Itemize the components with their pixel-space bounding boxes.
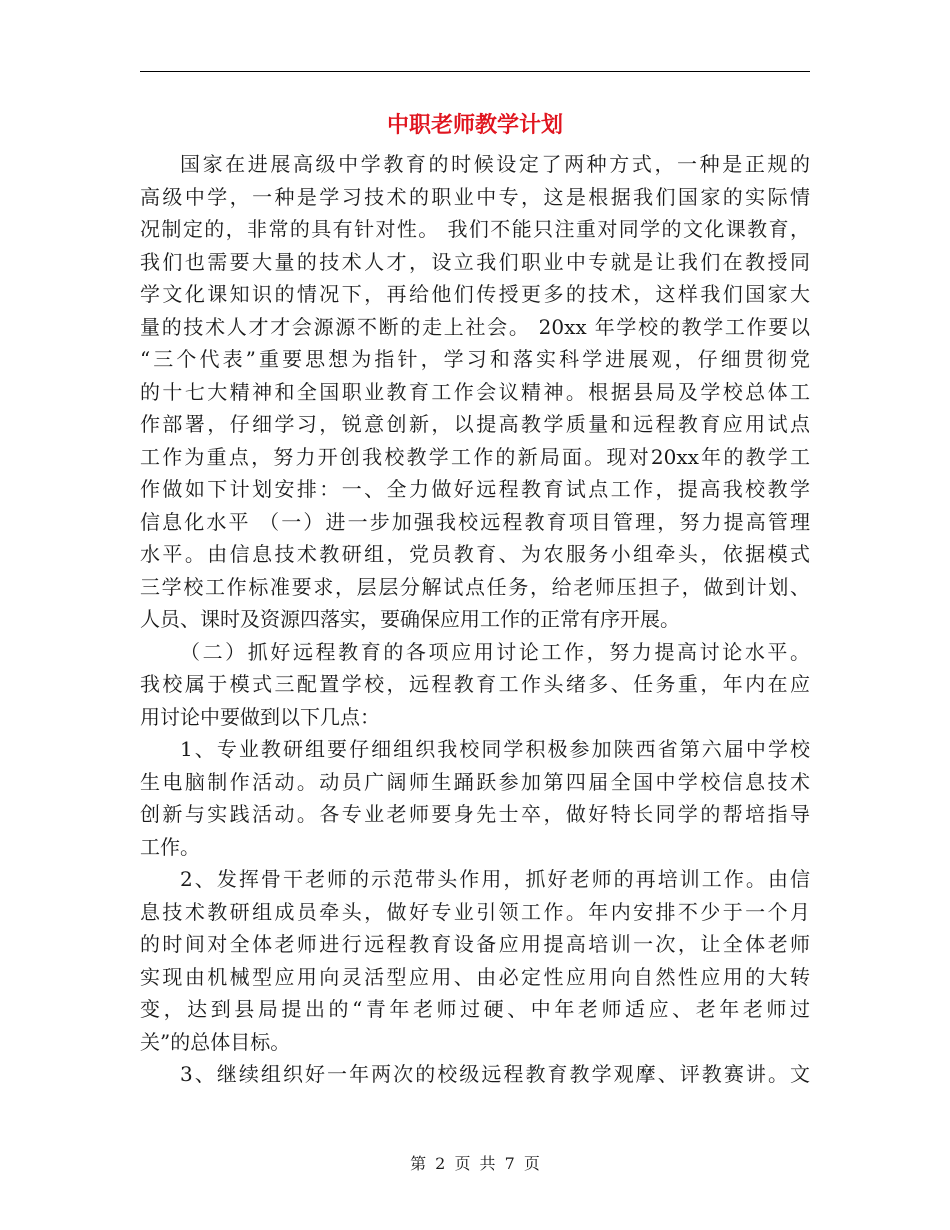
paragraph-line: 量的技术人才才会源源不断的走上社会。 20xx 年学校的教学工作要以 <box>140 314 810 339</box>
paragraph-line: 1、专业教研组要仔细组织我校同学积极参加陕西省第六届中学校 <box>180 737 810 761</box>
paragraph-line: 工作。 <box>140 834 200 859</box>
paragraph-line: 我们也需要大量的技术人才，设立我们职业中专就是让我们在教授同 <box>140 249 810 274</box>
paragraph-line: 创新与实践活动。各专业老师要身先士卒，做好特长同学的帮培指导 <box>140 802 810 826</box>
paragraph-line: （二）抓好远程教育的各项应用讨论工作，努力提高讨论水平。 <box>180 639 810 664</box>
paragraph-line: 作部署，仔细学习，锐意创新，以提高教学质量和远程教育应用试点 <box>140 412 810 436</box>
paragraph-line: 用讨论中要做到以下几点： <box>140 704 380 729</box>
paragraph <box>140 636 810 734</box>
paragraph-line: 国家在进展高级中学教育的时候设定了两种方式，一种是正规的 <box>180 152 810 176</box>
paragraph-line: 关”的总体目标。 <box>140 1029 291 1054</box>
paragraph <box>140 1058 810 1091</box>
paragraph-line: 高级中学，一种是学习技术的职业中专，这是根据我们国家的实际情 <box>140 184 810 209</box>
paragraph <box>140 733 810 863</box>
paragraph <box>140 863 810 1058</box>
paragraph-line: 我校属于模式三配置学校，远程教育工作头绪多、任务重，年内在应 <box>140 672 810 696</box>
header-rule <box>140 71 810 72</box>
paragraph-line: 人员、课时及资源四落实，要确保应用工作的正常有序开展。 <box>140 607 680 631</box>
document-title: 中职老师教学计划 <box>386 112 563 138</box>
paragraph-line: 的时间对全体老师进行远程教育设备应用提高培训一次，让全体老师 <box>140 932 810 956</box>
paragraph-line: 2、发挥骨干老师的示范带头作用，抓好老师的再培训工作。由信 <box>180 867 810 891</box>
page-number: 第 2 页 共 7 页 <box>410 1154 540 1173</box>
paragraph-line: 生电脑制作活动。动员广阔师生踊跃参加第四届全国中学校信息技术 <box>140 769 810 794</box>
document-body <box>140 148 810 1091</box>
paragraph-line: 实现由机械型应用向灵活型应用、由必定性应用向自然性应用的大转 <box>140 964 810 989</box>
paragraph-line: 变，达到县局提出的“青年老师过硬、中年老师适应、老年老师过 <box>140 997 810 1021</box>
paragraph-line: 信息化水平 （一）进一步加强我校远程教育项目管理，努力提高管理 <box>140 509 810 534</box>
paragraph-line: 工作为重点，努力开创我校教学工作的新局面。现对20xx年的教学工 <box>140 444 810 469</box>
paragraph-line: 3、继续组织好一年两次的校级远程教育教学观摩、评教赛讲。文 <box>180 1062 810 1086</box>
paragraph-line: 息技术教研组成员牵头，做好专业引领工作。年内安排不少于一个月 <box>140 899 810 924</box>
paragraph-line: 作做如下计划安排：一、全力做好远程教育试点工作，提高我校教学 <box>140 477 810 501</box>
paragraph-line: 水平。由信息技术教研组，党员教育、为农服务小组牵头，依据模式 <box>140 542 810 566</box>
paragraph-line: 的十七大精神和全国职业教育工作会议精神。根据县局及学校总体工 <box>140 379 810 404</box>
paragraph-line: 三学校工作标准要求，层层分解试点任务，给老师压担子，做到计划、 <box>140 574 810 599</box>
paragraph-line: “三个代表”重要思想为指针，学习和落实科学进展观，仔细贯彻党 <box>140 347 810 371</box>
paragraph-line: 况制定的，非常的具有针对性。 我们不能只注重对同学的文化课教育， <box>140 217 810 241</box>
paragraph-line: 学文化课知识的情况下，再给他们传授更多的技术，这样我们国家大 <box>140 282 810 306</box>
paragraph <box>140 148 810 636</box>
